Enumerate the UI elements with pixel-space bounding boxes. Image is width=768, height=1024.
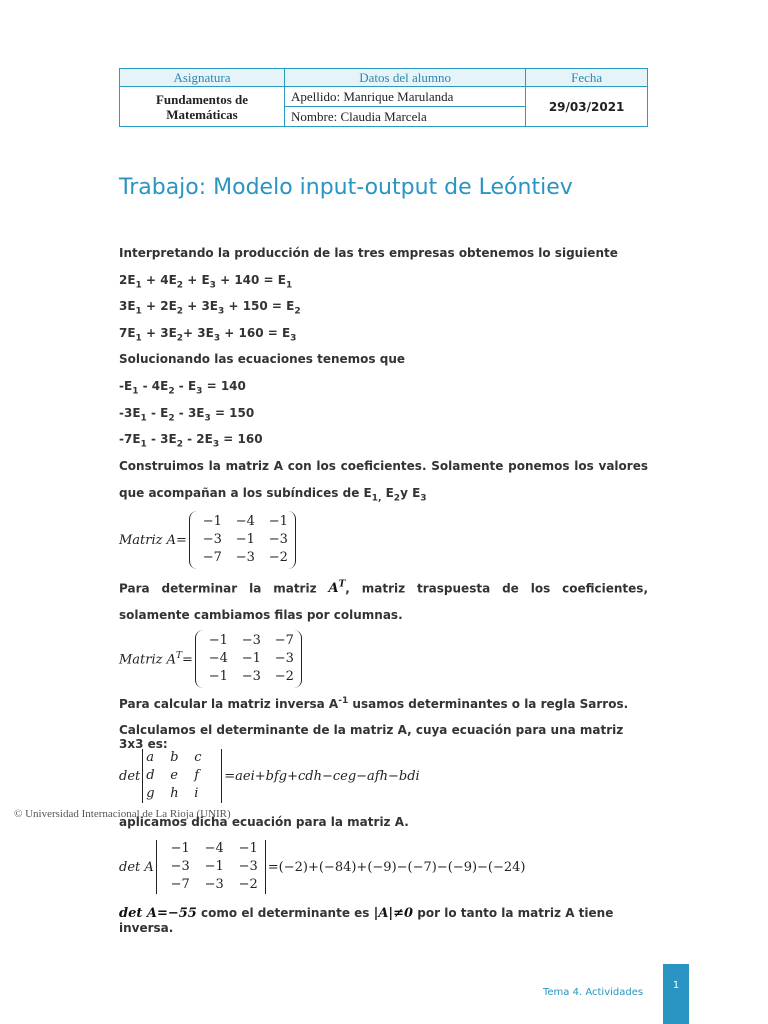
det-generic-cell: b bbox=[170, 750, 179, 765]
transpose-text: Para determinar la matriz $A^T$, matriz traspuesta de los coeficientes, solamente cambiamos filas por columnas. bbox=[119, 580, 648, 623]
det-a bbox=[119, 840, 528, 894]
matrix-a-cell: −1 bbox=[202, 514, 222, 529]
matrix-a bbox=[119, 511, 296, 569]
header-fecha-label: Fecha bbox=[526, 69, 648, 87]
equation-4: $-E_1 - 4E_2 - E_3 = 140$ bbox=[119, 379, 246, 397]
student-surname: Apellido: Manrique Marulanda bbox=[285, 87, 526, 107]
matrix-a-cell: −3 bbox=[202, 532, 222, 547]
header-asignatura-label: Asignatura bbox=[120, 69, 285, 87]
matrix-at-label: Matriz $A^T=$ bbox=[119, 650, 193, 668]
det-generic-cell: g bbox=[146, 786, 155, 801]
page-number: 1 bbox=[663, 964, 689, 1024]
det-generic-cell: e bbox=[170, 768, 178, 783]
date-value: 29/03/2021 bbox=[526, 87, 648, 127]
det-a-label: det A bbox=[119, 859, 154, 875]
page-title: Trabajo: Modelo input-output de Leóntiev bbox=[119, 175, 573, 200]
matrix-a-cell: −4 bbox=[235, 514, 255, 529]
header-table bbox=[119, 68, 648, 127]
det-a-cell: −1 bbox=[204, 859, 224, 874]
matrix-at-cell: −3 bbox=[241, 633, 261, 648]
matrix-at-cell: −4 bbox=[208, 651, 228, 666]
footer-tema: Tema 4. Actividades bbox=[543, 987, 644, 998]
matrix-a-cell: −3 bbox=[235, 550, 255, 565]
det-a-cell: −4 bbox=[204, 841, 224, 856]
matrix-a-grid bbox=[189, 511, 296, 569]
matrix-a-cell: −2 bbox=[268, 550, 288, 565]
matrix-at-cell: −7 bbox=[274, 633, 294, 648]
equation-5: $-3E_1 - E_2 - 3E_3 = 150$ bbox=[119, 406, 255, 424]
det-a-cell: −1 bbox=[170, 841, 190, 856]
det-generic-cell: a bbox=[146, 750, 155, 765]
det-generic-cell: i bbox=[194, 786, 199, 801]
det-generic-cell: d bbox=[146, 768, 155, 783]
determinant-text: Calculamos el determinante de la matriz A, cuya ecuación para una matriz 3x3 es: bbox=[119, 723, 624, 751]
det-a-cell: −3 bbox=[170, 859, 190, 874]
build-matrix-text: Construimos la matriz A con los coeficientes. Solamente ponemos los valores que acompañan a los subíndices de $E_{1,}$ $E_2y$ $E_3$ bbox=[119, 459, 648, 504]
conclusion-text: det A=−55 como el determinante es |A|≠0 por lo tanto la matriz A tiene inversa. bbox=[119, 906, 614, 935]
copyright-text: © Universidad Internacional de La Rioja (UNIR) bbox=[14, 808, 231, 820]
det-formula: =aei+bfg+cdh−ceg−afh−bdi bbox=[224, 768, 420, 784]
det-generic-grid bbox=[142, 749, 222, 803]
det-a-grid bbox=[156, 840, 266, 894]
matrix-at-grid bbox=[195, 630, 302, 688]
apply-text: aplicamos dicha ecuación para la matriz A. bbox=[119, 815, 409, 829]
equation-1: $2E_1 + 4E_2 + E_3 + 140 = E_1$ bbox=[119, 273, 293, 291]
det-a-cell: −3 bbox=[204, 877, 224, 892]
solve-text: Solucionando las ecuaciones tenemos que bbox=[119, 352, 406, 366]
matrix-at-cell: −1 bbox=[208, 633, 228, 648]
matrix-at bbox=[119, 630, 302, 688]
equation-6: $-7E_1 - 3E_2 - 2E_3 = 160$ bbox=[119, 432, 263, 450]
matrix-a-label: Matriz A= bbox=[119, 532, 187, 548]
subject-name: Fundamentos de Matemáticas bbox=[120, 87, 285, 127]
det-generic-cell: c bbox=[194, 750, 202, 765]
intro-text: Interpretando la producción de las tres empresas obtenemos lo siguiente bbox=[119, 246, 618, 260]
equation-2: $3E_1 + 2E_2 + 3E_3 + 150 = E_2$ bbox=[119, 299, 301, 317]
matrix-at-cell: −3 bbox=[274, 651, 294, 666]
det-generic-cell: f bbox=[194, 768, 200, 783]
matrix-a-cell: −7 bbox=[202, 550, 222, 565]
det-generic-cell: h bbox=[170, 786, 179, 801]
det-generic-label: det bbox=[119, 768, 141, 784]
inverse-text: Para calcular la matriz inversa $A^{-1}$ usamos determinantes o la regla Sarros. bbox=[119, 696, 629, 711]
matrix-at-cell: −2 bbox=[274, 669, 294, 684]
det-a-cell: −3 bbox=[238, 859, 258, 874]
det-a-cell: −2 bbox=[238, 877, 258, 892]
matrix-a-cell: −3 bbox=[268, 532, 288, 547]
det-a-cell: −7 bbox=[170, 877, 190, 892]
matrix-at-cell: −1 bbox=[241, 651, 261, 666]
header-datos-label: Datos del alumno bbox=[285, 69, 526, 87]
matrix-at-cell: −1 bbox=[208, 669, 228, 684]
det-calc: =(−2)+(−84)+(−9)−(−7)−(−9)−(−24) bbox=[267, 859, 526, 875]
equation-3: $7E_1 + 3E_2+ 3E_3 + 160 = E_3$ bbox=[119, 326, 297, 344]
det-a-cell: −1 bbox=[238, 841, 258, 856]
matrix-at-cell: −3 bbox=[241, 669, 261, 684]
det-generic bbox=[119, 749, 422, 803]
student-name: Nombre: Claudia Marcela bbox=[285, 107, 526, 127]
matrix-a-cell: −1 bbox=[235, 532, 255, 547]
matrix-a-cell: −1 bbox=[268, 514, 288, 529]
